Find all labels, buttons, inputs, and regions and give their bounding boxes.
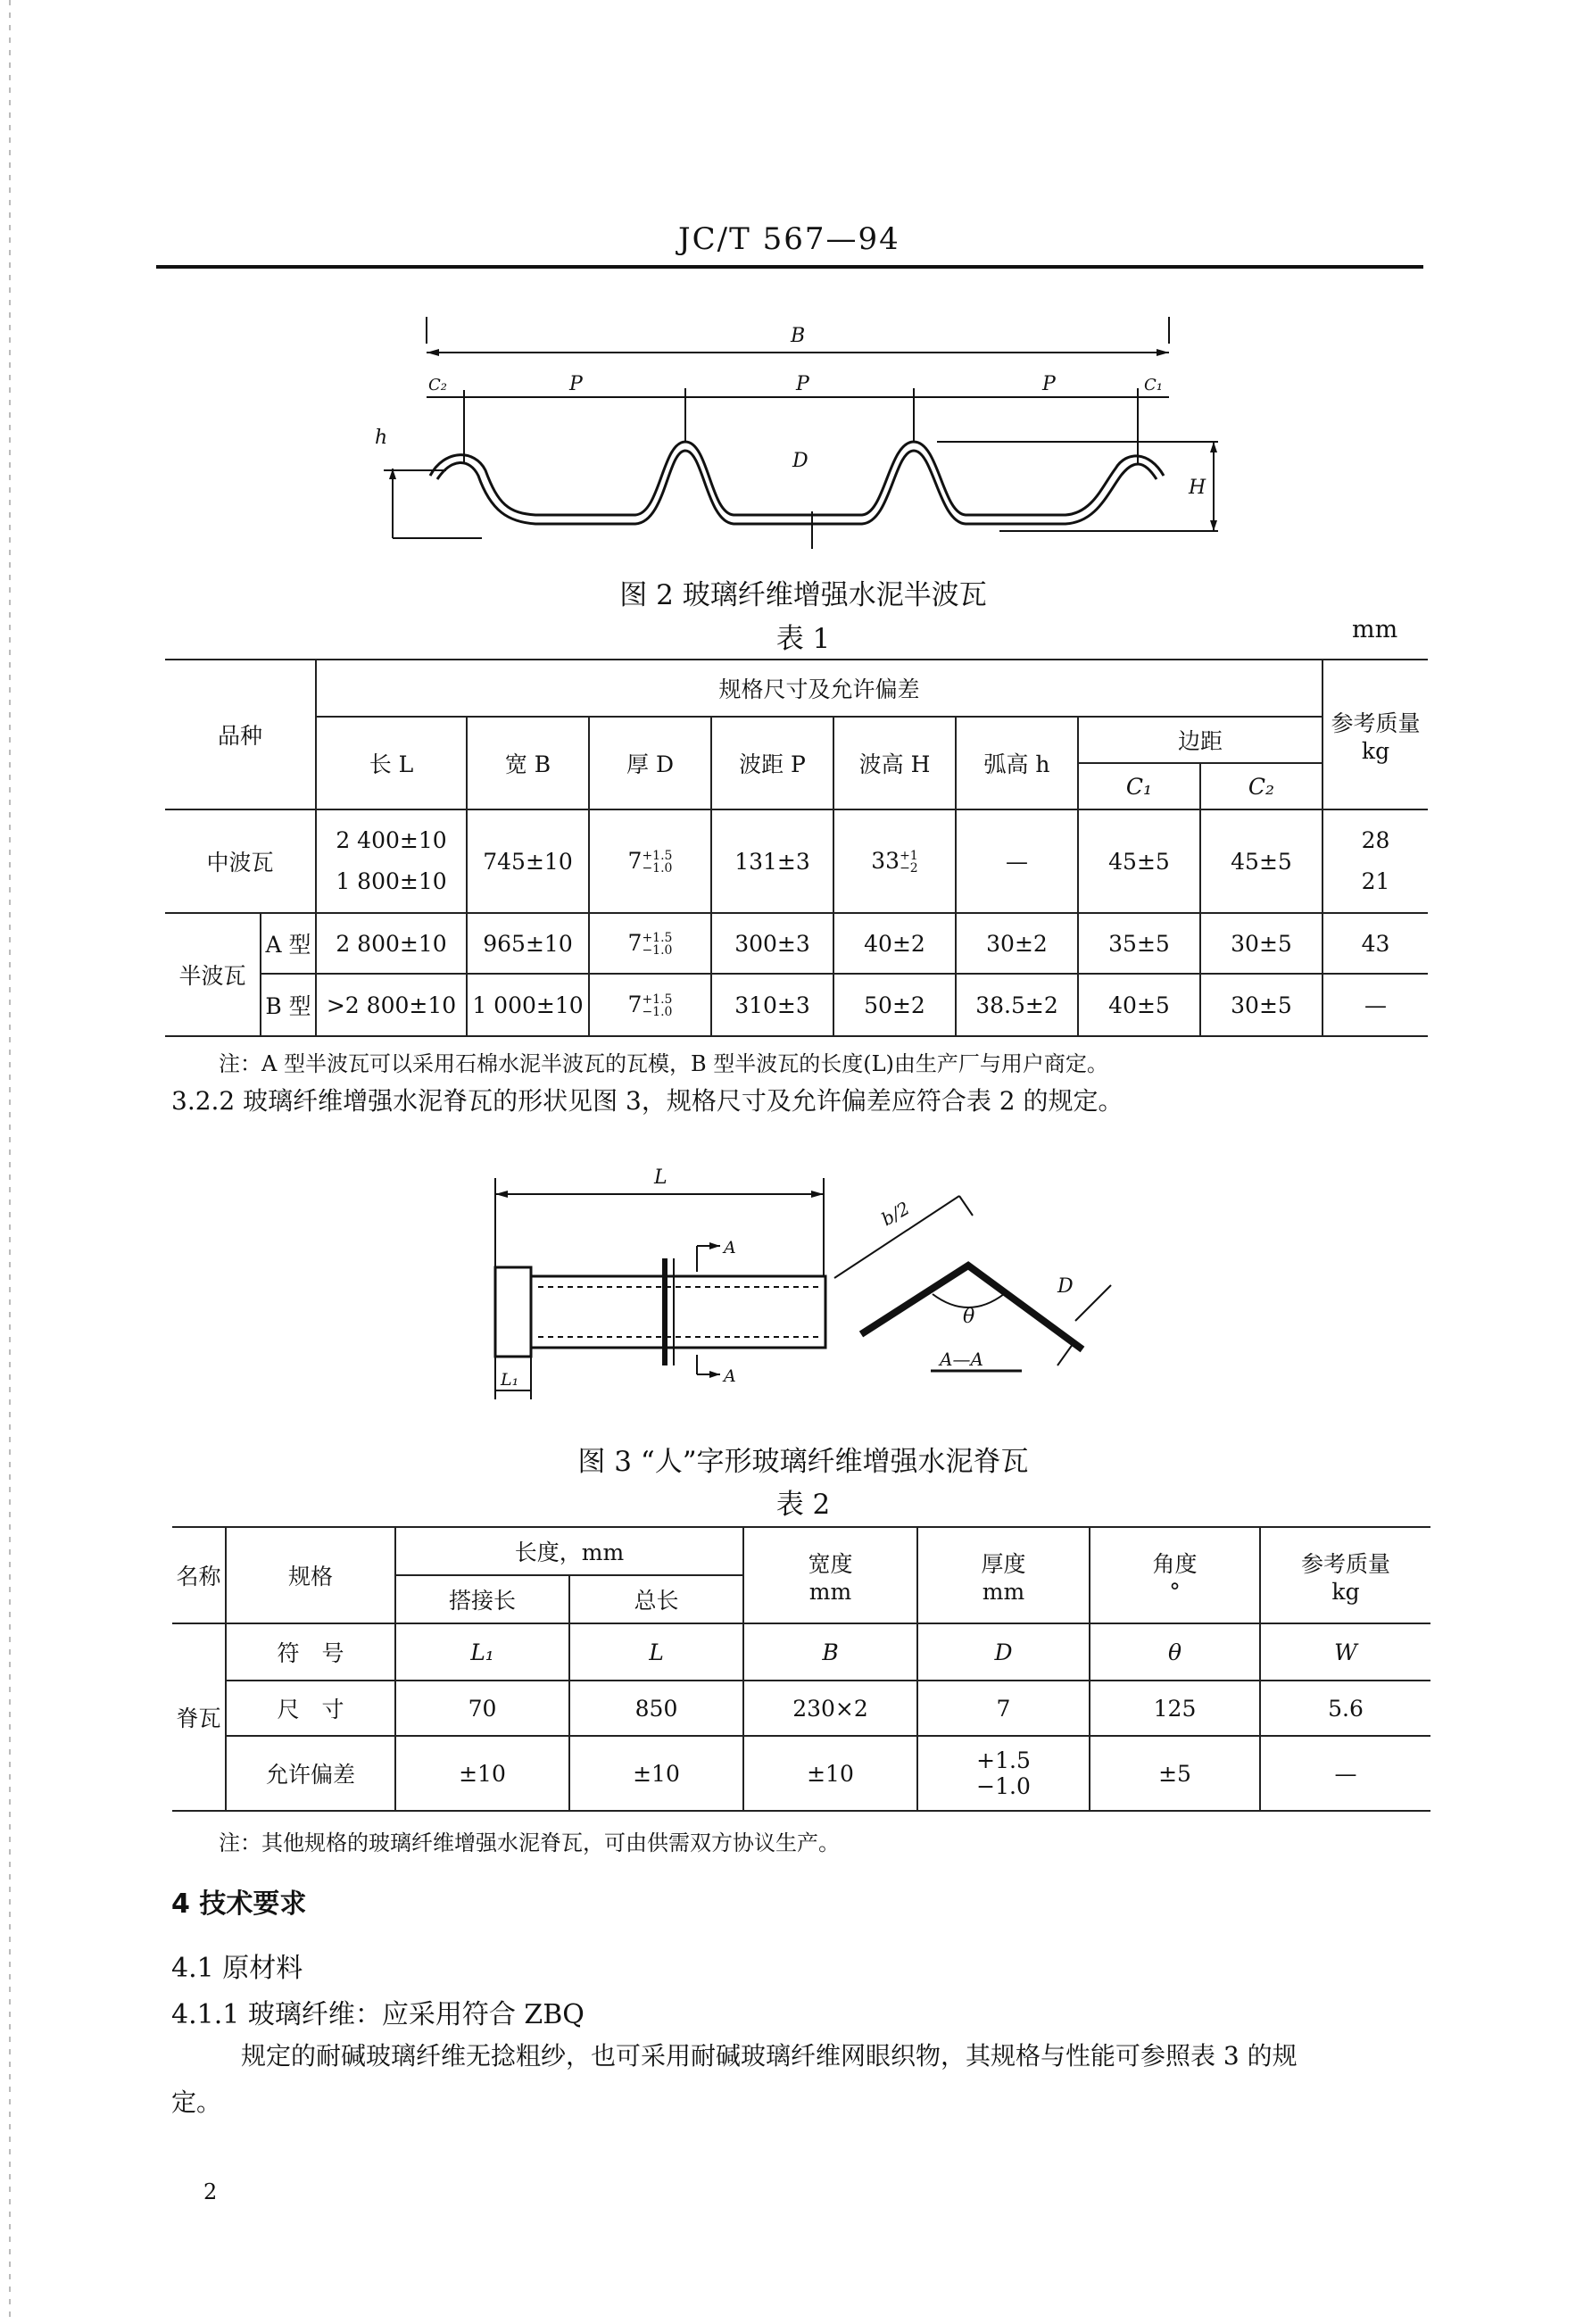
table1-note: 注：A 型半波瓦可以采用石棉水泥半波瓦的瓦模，B 型半波瓦的长度(L)由生产厂与用户商定。 bbox=[219, 1051, 1108, 1076]
cell-width: 965±10 bbox=[467, 913, 589, 974]
table2 bbox=[172, 1526, 1430, 1812]
th-thickness: 厚度 mm bbox=[917, 1527, 1090, 1623]
table-row-symbol bbox=[172, 1623, 1430, 1681]
cell-thickness: 7+1.5 −1.0 bbox=[589, 974, 711, 1036]
th-wave-height: 波高 H bbox=[833, 717, 956, 809]
th-total: 总长 bbox=[569, 1575, 743, 1623]
cell-arc: — bbox=[956, 809, 1078, 913]
clause-3-2-2: 3.2.2 玻璃纤维增强水泥脊瓦的形状见图 3，规格尺寸及允许偏差应符合表 2 的规定。 bbox=[171, 1086, 1124, 1116]
cell-l1: 70 bbox=[395, 1681, 569, 1736]
section-4-1-1-line1: 规定的耐碱玻璃纤维无捻粗纱，也可采用耐碱玻璃纤维网眼织物，其规格与性能可参照表 3 的规 bbox=[241, 2041, 1298, 2071]
cell-wave-height: 33+1 −2 bbox=[833, 809, 956, 913]
header-rule bbox=[156, 265, 1423, 269]
cell-theta: ±5 bbox=[1090, 1736, 1260, 1811]
label-H: H bbox=[1189, 477, 1206, 499]
cell-w: 5.6 bbox=[1260, 1681, 1430, 1736]
cell-w: — bbox=[1260, 1736, 1430, 1811]
cell-thickness: 7+1.5 −1.0 bbox=[589, 913, 711, 974]
cell-l1: L₁ bbox=[395, 1623, 569, 1681]
table1-title: 表 1 bbox=[775, 623, 831, 655]
cell-width: 745±10 bbox=[467, 809, 589, 913]
cell-arc: 30±2 bbox=[956, 913, 1078, 974]
page-number: 2 bbox=[203, 2179, 218, 2204]
cell-variety: 中波瓦 bbox=[165, 809, 316, 913]
th-arc-height: 弧高 h bbox=[956, 717, 1078, 809]
label-D: D bbox=[1057, 1275, 1074, 1298]
th-c2: C₂ bbox=[1200, 763, 1323, 809]
cell-length: 2 400±10 1 800±10 bbox=[316, 809, 467, 913]
th-ref-mass: 参考质量 kg bbox=[1323, 660, 1428, 809]
section-4-title: 4 技术要求 bbox=[171, 1888, 307, 1920]
cell-c2: 30±5 bbox=[1200, 974, 1323, 1036]
table2-title: 表 2 bbox=[775, 1489, 831, 1521]
cell-theta: θ bbox=[1090, 1623, 1260, 1681]
cell-l: L bbox=[569, 1623, 743, 1681]
cell-b: B bbox=[743, 1623, 917, 1681]
th-length: 长度，mm bbox=[395, 1527, 743, 1575]
label-h: h bbox=[375, 427, 388, 449]
scan-edge bbox=[9, 0, 11, 2324]
table2-note: 注：其他规格的玻璃纤维增强水泥脊瓦，可由供需双方协议生产。 bbox=[219, 1830, 840, 1855]
cell-length: >2 800±10 bbox=[316, 974, 467, 1036]
figure2-caption: 图 2 玻璃纤维增强水泥半波瓦 bbox=[619, 579, 987, 611]
label-C1: C₁ bbox=[1144, 376, 1163, 394]
th-name: 名称 bbox=[172, 1527, 226, 1623]
table1-unit: mm bbox=[1352, 616, 1398, 643]
cell-label: 尺 寸 bbox=[226, 1681, 395, 1736]
cell-width: 1 000±10 bbox=[467, 974, 589, 1036]
section-4-1-1-line2: 定。 bbox=[171, 2087, 222, 2117]
cell-c2: 45±5 bbox=[1200, 809, 1323, 913]
cell-label: 符 号 bbox=[226, 1623, 395, 1681]
label-P2: P bbox=[796, 373, 809, 395]
section-4-1-title: 4.1 原材料 bbox=[171, 1953, 303, 1984]
label-L: L bbox=[654, 1166, 667, 1189]
table1 bbox=[165, 659, 1428, 1037]
cell-pitch: 300±3 bbox=[711, 913, 833, 974]
th-thickness: 厚 D bbox=[589, 717, 711, 809]
table-row-tolerance bbox=[172, 1736, 1430, 1811]
label-D: D bbox=[792, 450, 808, 472]
cell-c1: 40±5 bbox=[1078, 974, 1200, 1036]
label-C2: C₂ bbox=[428, 376, 447, 394]
cell-pitch: 131±3 bbox=[711, 809, 833, 913]
cell-b: 230×2 bbox=[743, 1681, 917, 1736]
cell-theta: 125 bbox=[1090, 1681, 1260, 1736]
figure3-caption: 图 3 “人”字形玻璃纤维增强水泥脊瓦 bbox=[577, 1446, 1029, 1478]
cell-mass: — bbox=[1323, 974, 1428, 1036]
th-margin: 边距 bbox=[1078, 717, 1323, 763]
cell-wave-height: 40±2 bbox=[833, 913, 956, 974]
th-pitch: 波距 P bbox=[711, 717, 833, 809]
label-b-half: b/2 bbox=[877, 1197, 914, 1231]
table-row-size bbox=[172, 1681, 1430, 1736]
cell-name: 脊瓦 bbox=[172, 1623, 226, 1811]
table-row-half-b bbox=[165, 974, 1428, 1036]
th-spec: 规格 bbox=[226, 1527, 395, 1623]
label-A-bottom: A bbox=[724, 1366, 736, 1386]
cell-c2: 30±5 bbox=[1200, 913, 1323, 974]
cell-type: A 型 bbox=[261, 913, 316, 974]
cell-l1: ±10 bbox=[395, 1736, 569, 1811]
table-row-half-a bbox=[165, 913, 1428, 974]
cell-arc: 38.5±2 bbox=[956, 974, 1078, 1036]
cell-mass: 43 bbox=[1323, 913, 1428, 974]
cell-type: B 型 bbox=[261, 974, 316, 1036]
table-row-medium bbox=[165, 809, 1428, 913]
th-mass: 参考质量 kg bbox=[1260, 1527, 1430, 1623]
th-width: 宽度 mm bbox=[743, 1527, 917, 1623]
cell-l: ±10 bbox=[569, 1736, 743, 1811]
cell-c1: 35±5 bbox=[1078, 913, 1200, 974]
cell-length: 2 800±10 bbox=[316, 913, 467, 974]
section-4-1-1-title: 4.1.1 玻璃纤维：应采用符合 ZBQ bbox=[171, 1999, 585, 2030]
cell-d: 7 bbox=[917, 1681, 1090, 1736]
figure2-half-wave-tile-drawing bbox=[375, 308, 1267, 549]
cell-half-group: 半波瓦 bbox=[165, 913, 261, 1036]
th-angle: 角度 ° bbox=[1090, 1527, 1260, 1623]
cell-mass: 28 21 bbox=[1323, 809, 1428, 913]
th-variety: 品种 bbox=[165, 660, 316, 809]
cell-pitch: 310±3 bbox=[711, 974, 833, 1036]
th-length: 长 L bbox=[316, 717, 467, 809]
cell-d: D bbox=[917, 1623, 1090, 1681]
cell-l: 850 bbox=[569, 1681, 743, 1736]
cell-c1: 45±5 bbox=[1078, 809, 1200, 913]
th-spec-group: 规格尺寸及允许偏差 bbox=[316, 660, 1323, 717]
label-P3: P bbox=[1042, 373, 1056, 395]
th-width: 宽 B bbox=[467, 717, 589, 809]
cell-wave-height: 50±2 bbox=[833, 974, 956, 1036]
label-P1: P bbox=[569, 373, 583, 395]
label-section-AA: A—A bbox=[940, 1349, 983, 1370]
label-L1: L₁ bbox=[501, 1370, 519, 1390]
cell-d: +1.5 −1.0 bbox=[917, 1736, 1090, 1811]
figure3-ridge-tile-drawing bbox=[486, 1151, 1129, 1419]
cell-w: W bbox=[1260, 1623, 1430, 1681]
cell-label: 允许偏差 bbox=[226, 1736, 395, 1811]
label-B: B bbox=[791, 325, 806, 347]
th-c1: C₁ bbox=[1078, 763, 1200, 809]
label-theta: θ bbox=[963, 1306, 975, 1328]
standard-code-header: JC/T 567—94 bbox=[678, 221, 900, 257]
cell-b: ±10 bbox=[743, 1736, 917, 1811]
label-A-top: A bbox=[724, 1238, 736, 1257]
th-overlap: 搭接长 bbox=[395, 1575, 569, 1623]
cell-thickness: 7+1.5 −1.0 bbox=[589, 809, 711, 913]
